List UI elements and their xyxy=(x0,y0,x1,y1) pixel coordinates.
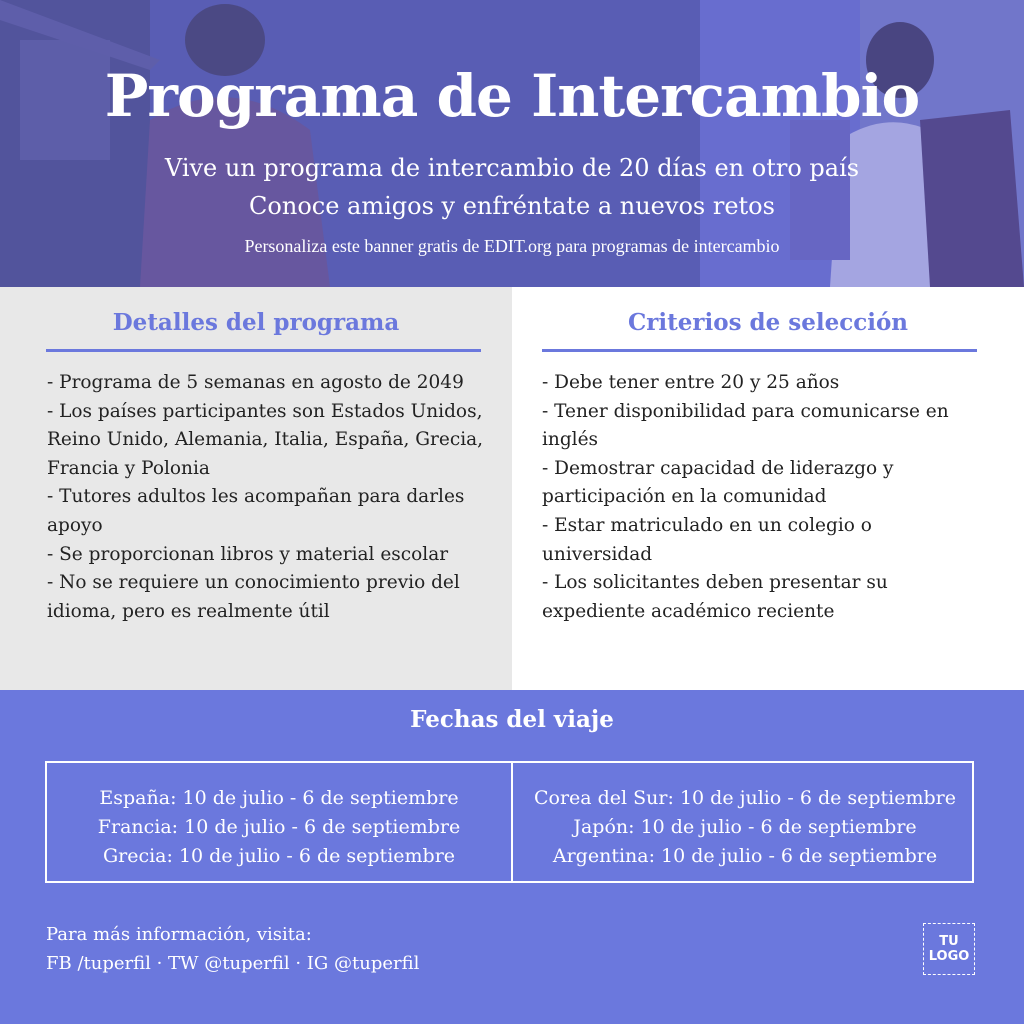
hero-banner xyxy=(0,0,1024,287)
trip-date-row: España: 10 de julio - 6 de septiembre xyxy=(99,787,459,809)
trip-dates-left xyxy=(47,784,511,871)
program-details-divider xyxy=(46,349,481,352)
trip-dates-right xyxy=(513,784,977,871)
program-details-item: - Tutores adultos les acompañan para darles apoyo xyxy=(47,486,465,536)
trip-date-row: Corea del Sur: 10 de julio - 6 de septiembre xyxy=(533,787,957,809)
page-title: Programa de Intercambio xyxy=(104,62,920,130)
hero-subtitle-1: Vive un programa de intercambio de 20 días en otro país xyxy=(164,154,860,182)
selection-criteria-heading: Criterios de selección xyxy=(627,309,909,336)
selection-criteria-divider xyxy=(542,349,977,352)
selection-criteria-panel xyxy=(512,287,1024,690)
program-details-heading: Detalles del programa xyxy=(112,309,400,336)
logo-placeholder xyxy=(923,923,975,975)
trip-dates-heading: Fechas del viaje xyxy=(410,706,614,733)
footer-social-handles: FB /tuperfil · TW @tuperfil · IG @tuperfil xyxy=(46,953,420,974)
trip-date-row: Japón: 10 de julio - 6 de septiembre xyxy=(573,816,917,838)
footer-contact xyxy=(46,920,419,978)
program-details-item: - No se requiere un conocimiento previo del idioma, pero es realmente útil xyxy=(47,572,460,622)
program-details-item: - Programa de 5 semanas en agosto de 2049 xyxy=(47,372,464,393)
program-details-item: - Se proporcionan libros y material escolar xyxy=(47,543,449,565)
selection-criteria-item: - Demostrar capacidad de liderazgo y participación en la comunidad xyxy=(542,457,894,508)
selection-criteria-item: - Los solicitantes deben presentar su expediente académico reciente xyxy=(542,572,888,622)
trip-dates-box xyxy=(45,761,974,883)
hero-subtitle-2: Conoce amigos y enfréntate a nuevos retos xyxy=(249,192,775,220)
trip-date-row: Argentina: 10 de julio - 6 de septiembre xyxy=(552,845,938,867)
selection-criteria-item: - Estar matriculado en un colegio o universidad xyxy=(542,514,872,565)
selection-criteria-list xyxy=(542,369,982,626)
logo-text-line-1: TU xyxy=(939,934,959,949)
logo-text-line-2: LOGO xyxy=(928,949,970,964)
footer-info-label: Para más información, visita: xyxy=(46,924,312,945)
program-details-panel xyxy=(0,287,512,690)
selection-criteria-item: - Tener disponibilidad para comunicarse en inglés xyxy=(542,400,949,451)
hero-subtitle-3: Personaliza este banner gratis de EDIT.org para programas de intercambio xyxy=(244,236,780,256)
program-details-list xyxy=(47,369,487,626)
program-details-item: - Los países participantes son Estados Unidos, Reino Unido, Alemania, Italia, España, Grecia, Francia y Polonia xyxy=(47,400,484,479)
trip-date-row: Grecia: 10 de julio - 6 de septiembre xyxy=(102,845,456,867)
selection-criteria-item: - Debe tener entre 20 y 25 años xyxy=(542,372,840,393)
trip-date-row: Francia: 10 de julio - 6 de septiembre xyxy=(97,816,461,838)
